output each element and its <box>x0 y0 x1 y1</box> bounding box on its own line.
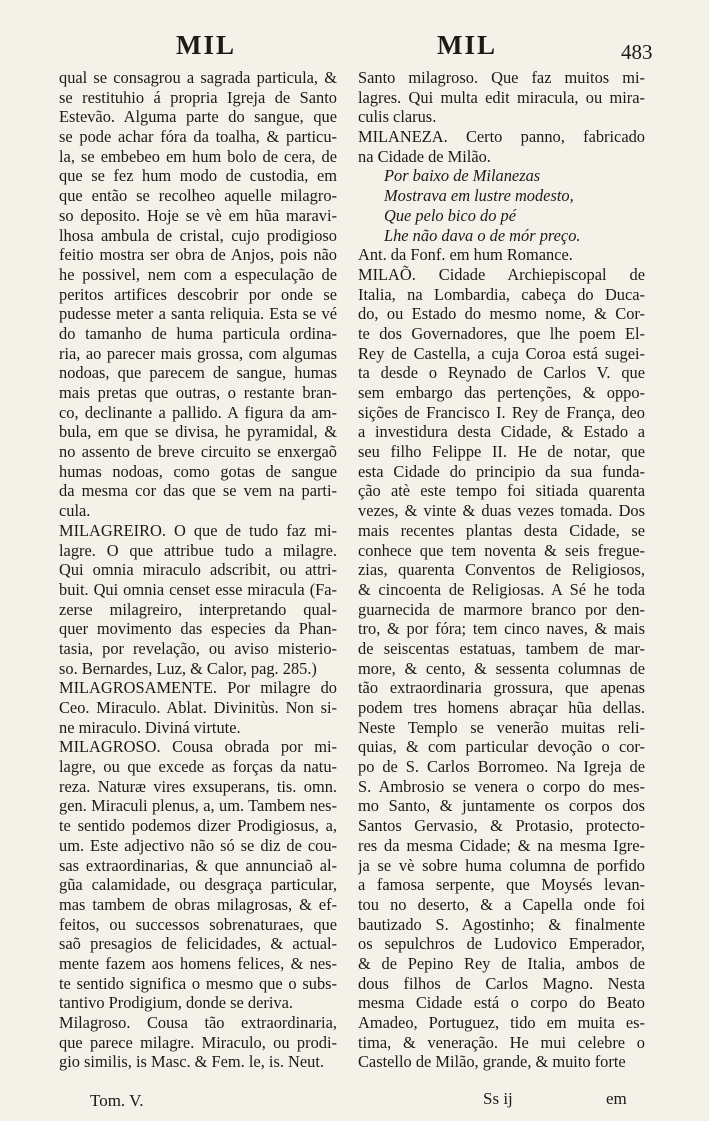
text-line: nodoas, que parecem de sangue, humas <box>59 363 337 383</box>
text-line: seu filho Felippe II. He de notar, que <box>358 442 645 462</box>
text-line: culis clarus. <box>358 107 437 127</box>
text-line: do, ou Estado do mesmo nome, & Cor- <box>358 304 645 324</box>
text-line: vezes, & vinte & duas vezes tomada. Dos <box>358 501 645 521</box>
text-line: more, & cento, & sessenta columnas de <box>358 658 645 678</box>
text-line: ta desde o Reynado de Carlos V. que <box>358 363 645 383</box>
text-line: humas nodoas, como gotas de sangue <box>59 461 337 481</box>
text-line: Por baixo de Milanezas <box>384 166 541 186</box>
text-line: no assento de breve circuito se enxergaõ <box>59 442 337 462</box>
text-line: conhece que tem noventa & seis fregue- <box>358 540 645 560</box>
text-line: sem embargo das pertenções, & oppo- <box>358 383 645 402</box>
page-number: 483 <box>621 40 653 64</box>
text-line: tasia, por revelação, ou aviso misterio- <box>59 638 337 658</box>
text-line: dous filhos de Carlos Magno. Nesta <box>358 973 645 993</box>
text-line: Neste Templo se venerão muitas reli- <box>358 717 645 737</box>
text-line: tantivo Prodigium, donde se deriva. <box>59 993 293 1013</box>
text-line: MILAGROSO. Cousa obrada por mi- <box>59 737 337 757</box>
text-line: lagres. Qui multa edit miracula, ou mira- <box>358 87 645 107</box>
volume-mark: Tom. V. <box>90 1091 144 1110</box>
text-line: res da mesma Cidade; & na mesma Igre- <box>358 835 645 855</box>
text-line: tro, & por fóra; tem cinco naves, & mais <box>358 619 645 639</box>
text-line: S. Ambrosio se venera o corpo do mes- <box>358 776 645 796</box>
text-line: buit. Qui omnia censet esse miracula (Fa- <box>59 579 337 599</box>
text-line: gio similis, is Masc. & Fem. le, is. Neut. <box>59 1052 324 1072</box>
text-line: lhosa ambula de cristal, cujo prodigioso <box>59 225 337 245</box>
text-line: lagre. O que attribue tudo a milagre. <box>59 540 337 560</box>
text-line: esta Cidade do principio da sua funda- <box>358 461 645 481</box>
text-line: saõ presagios de felicidades, & actual- <box>59 934 337 954</box>
text-line: se pode achar fóra da toalha, & particu- <box>59 127 337 147</box>
text-line: feitos, ou successos sobrenaturaes, que <box>59 914 337 934</box>
text-line: tão extraordinaria grossura, que apenas <box>358 678 645 698</box>
text-line: mais recentes plantas desta Cidade, se <box>358 520 645 540</box>
text-line: MILAÕ. Cidade Archiepiscopal de <box>358 264 645 284</box>
text-line: mas tambem de obras milagrosas, & ef- <box>59 894 337 914</box>
text-line: Castello de Milão, grande, & muito forte <box>358 1052 626 1072</box>
text-line: Mostrava em lustre modesto, <box>384 186 574 206</box>
text-line: do tamanho de huma particula ordina- <box>59 323 337 343</box>
text-line: lagre, ou que excede as forças da natu- <box>59 757 337 777</box>
text-line: que se fez hum modo de custodia, em <box>59 166 337 186</box>
text-line: zerse milagreiro, interpretando qual- <box>59 599 337 619</box>
text-line: te dos Governadores, que lhe poem El- <box>358 323 645 343</box>
text-line: ção atè este tempo foi sitiada quarenta <box>358 481 645 501</box>
text-line: a investidura desta Cidade, & Estado a <box>358 422 645 442</box>
text-line: peritos artifices descobrir por onde se <box>59 284 337 304</box>
running-head-left: MIL <box>176 30 236 60</box>
running-head-right: MIL <box>437 30 497 60</box>
text-line: so deposito. Hoje se vè em hũa maravi- <box>59 205 337 225</box>
text-line: de seiscentas estatuas, tambem de mar- <box>358 638 645 658</box>
text-line: & de Pepino Rey de Italia, ambos de <box>358 953 645 973</box>
text-line: MILANEZA. Certo panno, fabricado <box>358 127 645 147</box>
text-line: Estevão. Alguma parte do sangue, que <box>59 107 337 127</box>
text-line: os sepulchros de Ludovico Emperador, <box>358 934 645 954</box>
text-line: se restituhio á propria Igreja de Santo <box>59 87 337 107</box>
text-line: a famosa serpente, que Moysés levan- <box>358 875 645 895</box>
text-line: Lhe não dava o de mór preço. <box>384 225 581 245</box>
text-line: mesma Cidade está o corpo do Beato <box>358 993 645 1013</box>
text-line: Ceo. Miraculo. Ablat. Divinitùs. Non si- <box>59 698 337 717</box>
text-line: bautizado S. Agostinho; & finalmente <box>358 914 645 934</box>
text-line: mais pretas que outras, o restante bran- <box>59 383 337 402</box>
text-line: guarnecida de marmore branco por den- <box>358 599 645 619</box>
text-line: gũa calamidade, ou desgraça particular, <box>59 875 337 895</box>
right-column <box>358 68 645 1072</box>
text-line: MILAGREIRO. O que de tudo faz mi- <box>59 520 337 540</box>
text-line: Amadeo, Portuguez, tido em muita es- <box>358 1013 645 1032</box>
text-line: Italia, na Lombardia, cabeça do Duca- <box>358 284 645 304</box>
text-line: he possivel, nem com a especulação de <box>59 264 337 284</box>
text-line: reza. Naturæ vires exsuperans, tis. omn. <box>59 776 337 796</box>
text-line: quias, & com particular devoção o cor- <box>358 737 645 757</box>
text-line: po de S. Carlos Borromeo. Na Igreja de <box>358 757 645 777</box>
text-line: te sentido podemos dizer Prodigiosus, a, <box>59 816 337 836</box>
text-line: Ant. da Fonf. em hum Romance. <box>358 245 573 265</box>
text-line: da mesma cor das que se vem na parti- <box>59 481 337 501</box>
text-line: Santos Gervasio, & Protasio, protecto- <box>358 816 645 836</box>
text-line: te sentido significa o mesmo que o subs- <box>59 973 337 993</box>
text-line: Milagroso. Cousa tão extraordinaria, <box>59 1013 337 1032</box>
text-line: ne miraculo. Diviná virtute. <box>59 717 241 737</box>
text-line: feitio mostra ser obra de Anjos, pois não <box>59 245 337 265</box>
left-column <box>59 68 337 1072</box>
text-line: sições de Francisco I. Rey de França, deo <box>358 402 645 422</box>
text-line: tou no deserto, & a Capella onde foi <box>358 894 645 914</box>
text-line: mente fazem aos homens felices, & nes- <box>59 953 337 973</box>
text-line: na Cidade de Milão. <box>358 146 491 166</box>
text-line: mo Santo, & juntamente os corpos dos <box>358 796 645 816</box>
text-line: MILAGROSAMENTE. Por milagre do <box>59 678 337 698</box>
text-line: co, declinante a pallido. A figura da am- <box>59 402 337 422</box>
text-line: Santo milagroso. Que faz muitos mi- <box>358 68 645 87</box>
text-line: ja se vè sobre huma columna de porfido <box>358 855 645 875</box>
text-line: Rey de Castella, a cuja Coroa está sugei- <box>358 343 645 363</box>
text-line: pudesse meter a santa reliquia. Esta se vé <box>59 304 337 324</box>
text-line: bula, em que se divisa, he pyramidal, & <box>59 422 337 442</box>
text-line: Qui omnia miraculo adscribit, ou attri- <box>59 560 337 580</box>
text-line: um. Este adjectivo não só se diz de cou- <box>59 835 337 855</box>
signature-mark: Ss ij <box>483 1089 513 1108</box>
text-line: & cincoenta de Religiosas. A Sé he toda <box>358 579 645 599</box>
text-line: ria, ao parecer mais grossa, com algumas <box>59 343 337 363</box>
text-line: que então se recolheo aquelle milagro- <box>59 186 337 206</box>
text-line: zias, quarenta Conventos de Religiosos, <box>358 560 645 580</box>
text-line: que parece milagre. Miraculo, ou prodi- <box>59 1032 337 1052</box>
text-line: so. Bernardes, Luz, & Calor, pag. 285.) <box>59 658 317 678</box>
text-line: cula. <box>59 501 91 521</box>
text-line: sas extraordinarias, & que annunciaõ al- <box>59 855 337 875</box>
catchword: em <box>606 1089 627 1108</box>
text-line: gen. Miraculi plenus, a, um. Tambem nes- <box>59 796 337 816</box>
text-line: podem tres homens abraçar hũa dellas. <box>358 698 645 717</box>
text-line: quer movimento das especies da Phan- <box>59 619 337 639</box>
text-line: la, se embebeo em hum bolo de cera, de <box>59 146 337 166</box>
text-line: qual se consagrou a sagrada particula, & <box>59 68 337 87</box>
text-line: Que pelo bico do pé <box>384 205 516 225</box>
text-line: tima, & veneração. He mui celebre o <box>358 1032 645 1052</box>
